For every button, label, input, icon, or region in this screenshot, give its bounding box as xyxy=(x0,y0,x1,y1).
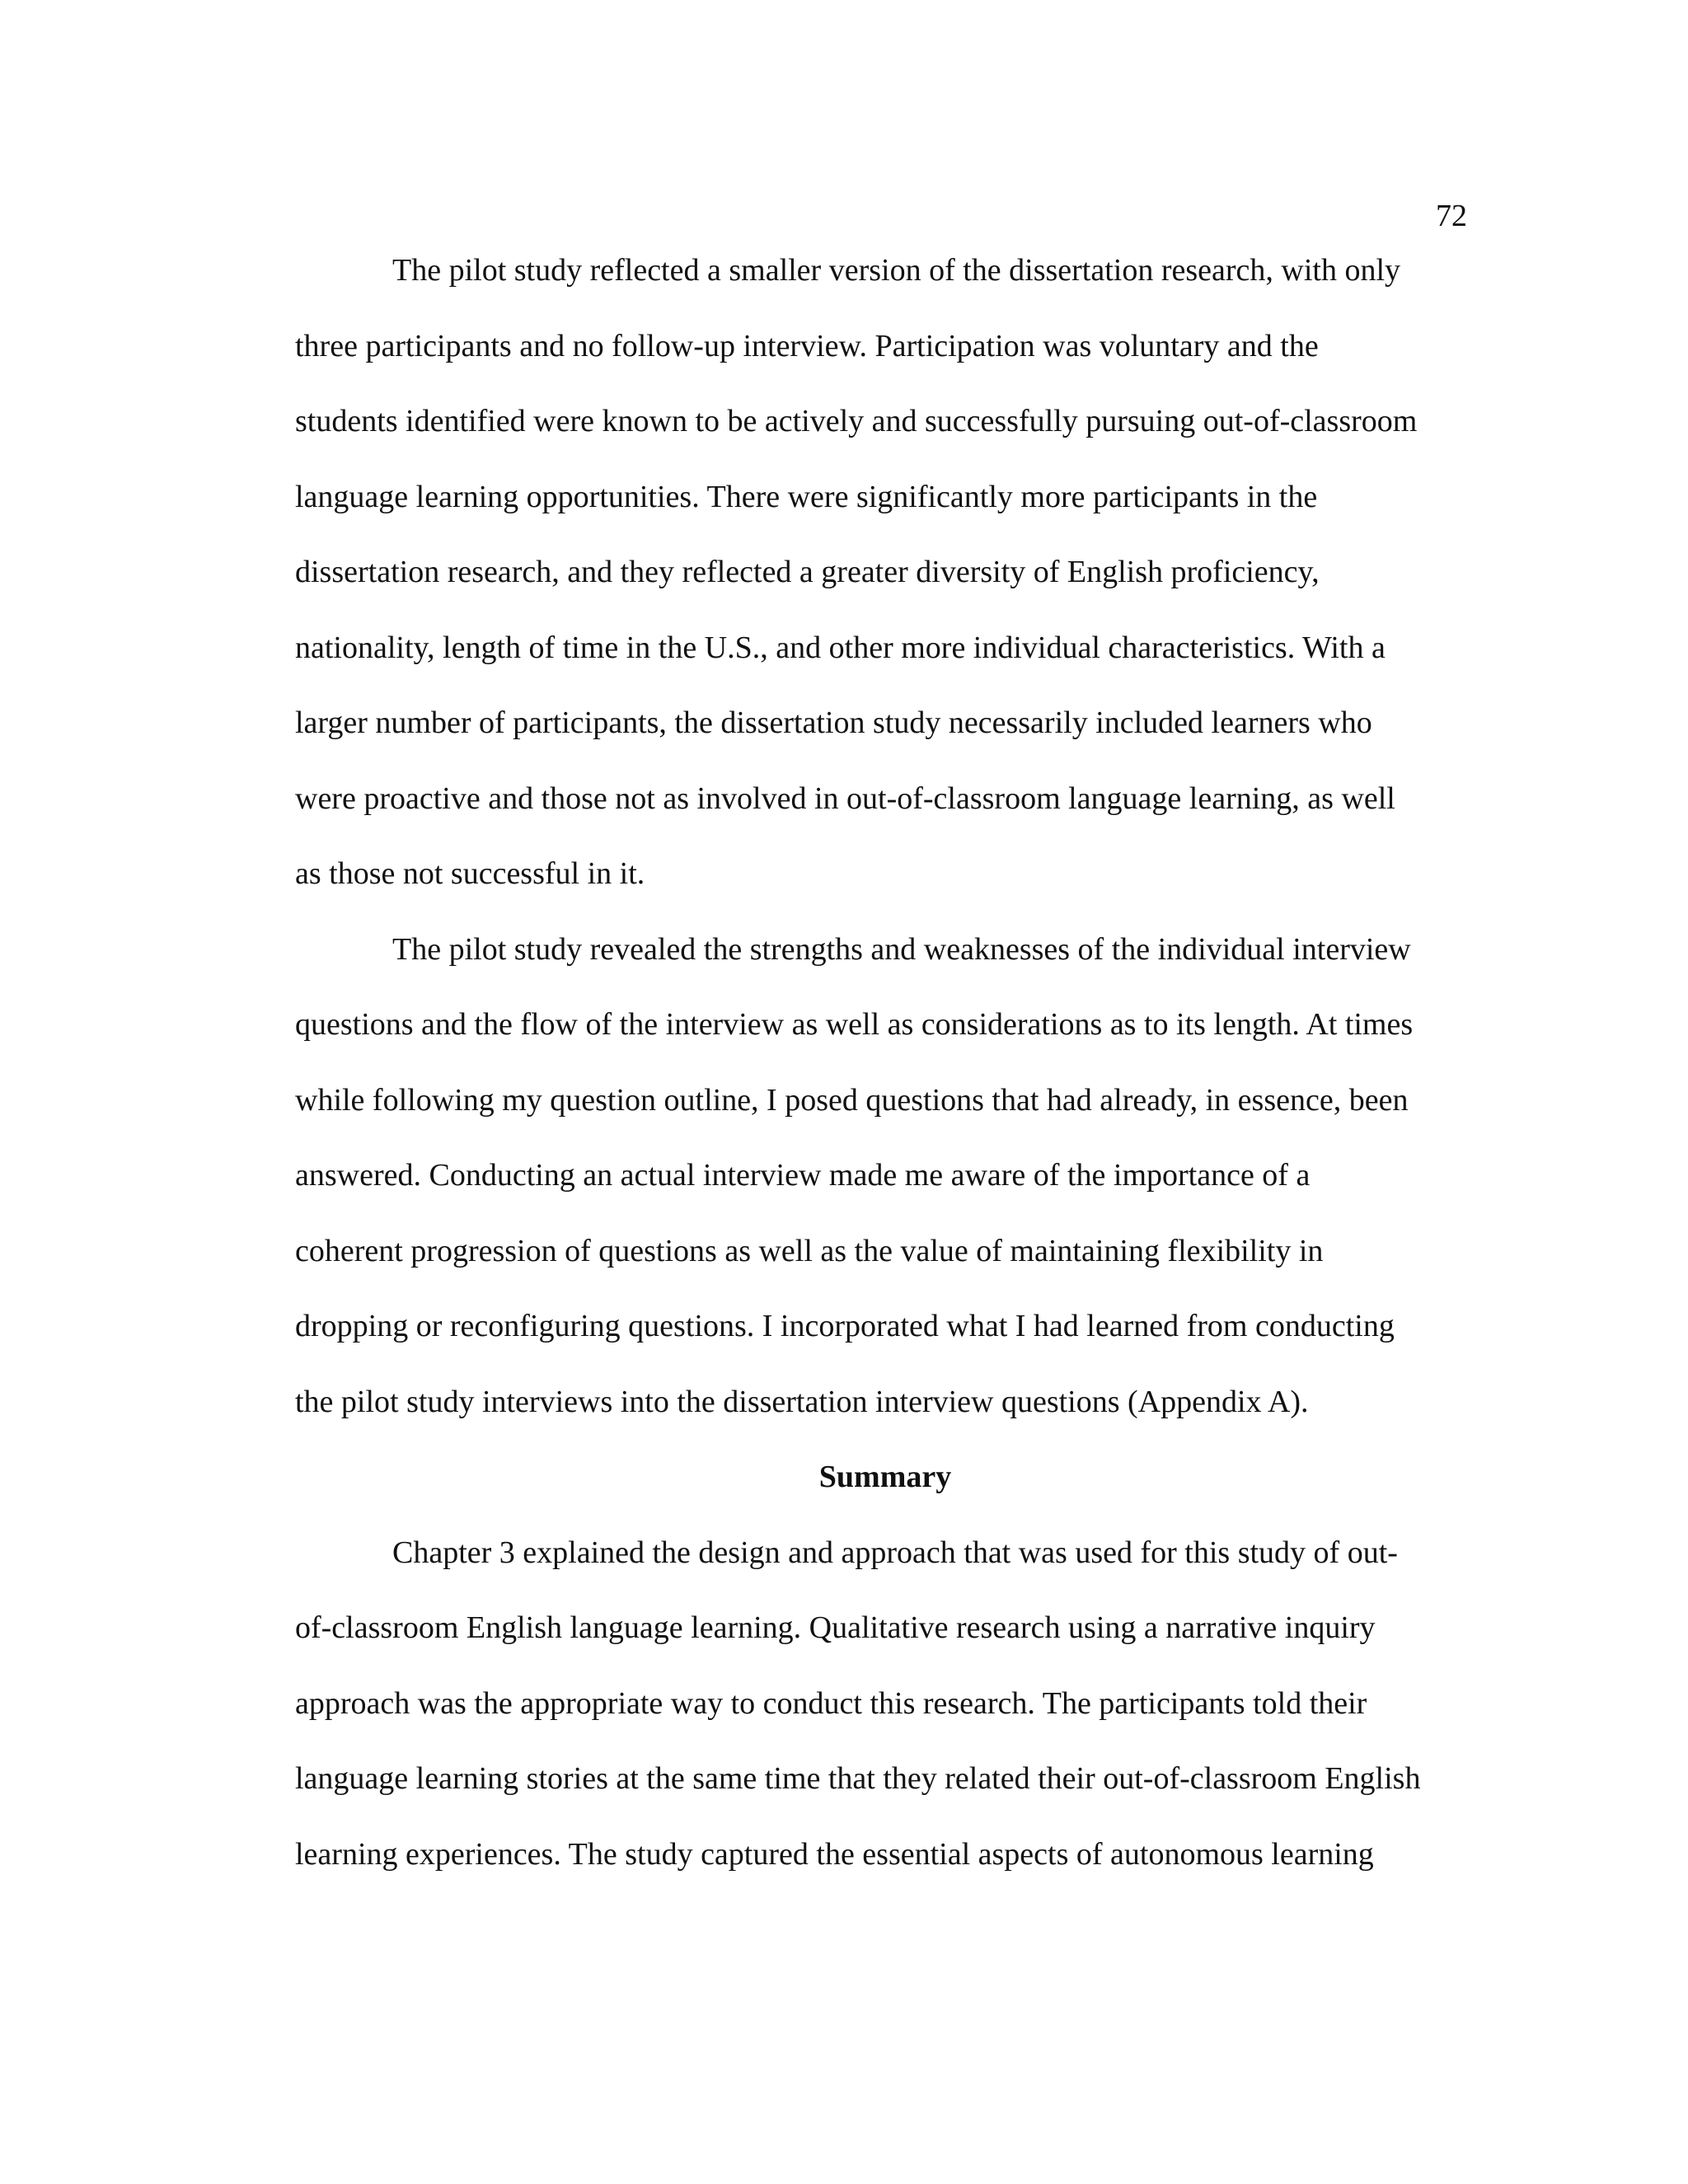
text-line: the pilot study interviews into the dissertation interview questions (Appendix A). xyxy=(295,1384,1309,1419)
text-line: The pilot study revealed the strengths and weaknesses of the individual interview xyxy=(392,931,1411,967)
text-line: dropping or reconfiguring questions. I incorporated what I had learned from conducting xyxy=(295,1309,1395,1343)
text-line: questions and the flow of the interview as well as considerations as to its length. At times xyxy=(295,1007,1414,1042)
text-line: students identified were known to be actively and successfully pursuing out-of-classroom xyxy=(295,404,1418,438)
text-line: Chapter 3 explained the design and approach that was used for this study of out- xyxy=(392,1535,1398,1570)
text-line: nationality, length of time in the U.S., and other more individual characteristics. With a xyxy=(295,630,1386,665)
text-line: language learning stories at the same time that they related their out-of-classroom English xyxy=(295,1761,1421,1796)
page-number: 72 xyxy=(1436,199,1467,233)
body-text xyxy=(295,251,1475,1910)
text-line: while following my question outline, I posed questions that had already, in essence, been xyxy=(295,1082,1409,1118)
text-line: language learning opportunities. There were significantly more participants in the xyxy=(295,479,1318,514)
text-line: as those not successful in it. xyxy=(295,856,645,891)
text-line: of-classroom English language learning. Qualitative research using a narrative inquiry xyxy=(295,1610,1376,1645)
text-line: approach was the appropriate way to conduct this research. The participants told their xyxy=(295,1685,1367,1721)
text-line: learning experiences. The study captured the essential aspects of autonomous learning xyxy=(295,1836,1374,1872)
text-line: The pilot study reflected a smaller version of the dissertation research, with only xyxy=(392,253,1401,288)
section-heading: Summary xyxy=(818,1460,952,1494)
text-line: coherent progression of questions as well as the value of maintaining flexibility in xyxy=(295,1233,1324,1268)
text-line: dissertation research, and they reflected a greater diversity of English proficiency, xyxy=(295,555,1320,589)
text-line: were proactive and those not as involved in out-of-classroom language learning, as well xyxy=(295,780,1395,816)
text-line: larger number of participants, the dissertation study necessarily included learners who xyxy=(295,705,1372,740)
text-line: three participants and no follow-up interview. Participation was voluntary and the xyxy=(295,328,1319,363)
text-line: answered. Conducting an actual interview made me aware of the importance of a xyxy=(295,1158,1311,1193)
